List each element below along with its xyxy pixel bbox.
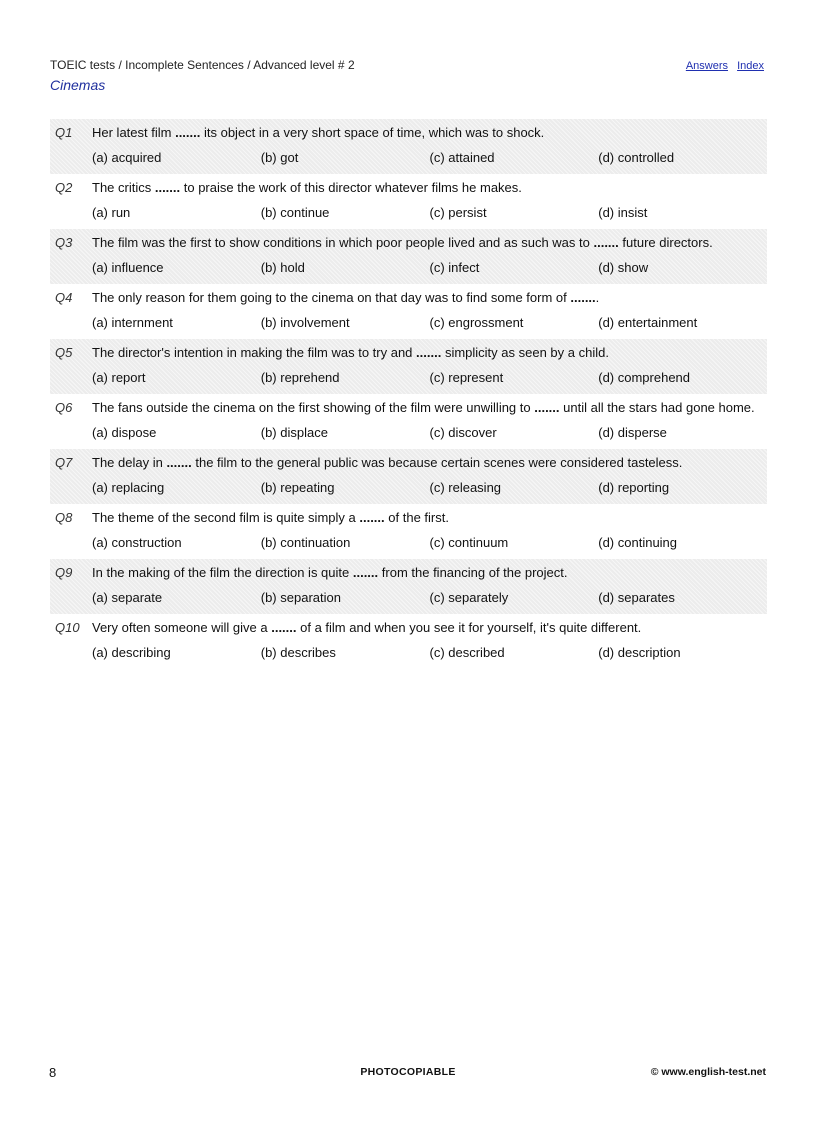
blank-marker: ....... <box>416 345 442 360</box>
answer-option: (b) got <box>260 150 299 165</box>
blank-marker: ....... <box>154 180 181 195</box>
answer-option: (d) insist <box>598 205 648 220</box>
question-item <box>50 394 767 449</box>
question-list <box>50 119 767 669</box>
question-text <box>92 452 767 474</box>
question-text-before: In the making of the film the direction is quite <box>92 565 353 580</box>
answer-option: (c) described <box>429 645 505 660</box>
question-number: Q3 <box>55 235 73 250</box>
answer-option: (a) internment <box>92 315 173 330</box>
question-item <box>50 229 767 284</box>
blank-marker: ....... <box>166 455 192 470</box>
question-text <box>92 562 767 584</box>
answer-option: (b) continue <box>260 205 330 220</box>
question-text-before: The critics <box>92 180 155 195</box>
answer-option: (d) show <box>598 260 649 275</box>
answer-option: (d) description <box>598 645 681 660</box>
answer-option: (d) comprehend <box>598 370 691 385</box>
question-number: Q6 <box>55 400 73 415</box>
answer-option: (d) separates <box>598 590 675 605</box>
answer-option: (c) represent <box>429 370 504 385</box>
question-text-after: the film to the general public was because certain scenes were considered tasteless. <box>191 455 683 470</box>
answer-option: (a) run <box>92 205 131 220</box>
question-item <box>50 284 767 339</box>
answer-options <box>50 367 767 389</box>
question-text-after: until all the stars had gone home. <box>559 400 755 415</box>
question-item <box>50 174 767 229</box>
question-text-after: simplicity as seen by a child. <box>441 345 609 360</box>
question-text <box>92 397 767 419</box>
answer-option: (b) repeating <box>260 480 335 495</box>
question-number: Q5 <box>55 345 73 360</box>
question-text-before: Her latest film <box>92 125 176 140</box>
question-text-before: Very often someone will give a <box>92 620 272 635</box>
answer-option: (b) hold <box>260 260 305 275</box>
blank-marker: ....... <box>593 235 619 250</box>
footer-photocopiable: PHOTOCOPIABLE <box>360 1066 456 1078</box>
header-breadcrumb: TOEIC tests / Incomplete Sentences / Advanced level # 2 <box>50 58 355 72</box>
answer-option: (c) discover <box>429 425 497 440</box>
question-item <box>50 339 767 394</box>
footer-copyright: © www.english-test.net <box>650 1066 766 1078</box>
question-item <box>50 559 767 614</box>
answer-options <box>50 587 767 609</box>
question-text <box>92 287 767 309</box>
answer-option: (a) dispose <box>92 425 157 440</box>
answer-options <box>50 642 767 664</box>
blank-marker: ....... <box>352 565 379 580</box>
question-text <box>92 617 767 639</box>
question-number: Q10 <box>55 620 80 635</box>
question-text-after: from the financing of the project. <box>378 565 568 580</box>
answer-option: (c) continuum <box>429 535 509 550</box>
answer-option: (a) report <box>92 370 146 385</box>
question-number: Q4 <box>55 290 73 305</box>
answer-option: (b) involvement <box>260 315 350 330</box>
answer-option: (d) disperse <box>598 425 667 440</box>
question-item <box>50 119 767 174</box>
answers-link[interactable]: Answers <box>685 60 729 72</box>
answer-option: (a) separate <box>92 590 163 605</box>
question-number: Q1 <box>55 125 73 140</box>
answer-options <box>50 202 767 224</box>
question-item <box>50 504 767 559</box>
answer-option: (a) describing <box>92 645 171 660</box>
answer-option: (c) infect <box>429 260 480 275</box>
blank-marker: ....... <box>359 510 385 525</box>
answer-option: (b) displace <box>260 425 328 440</box>
answer-option: (b) separation <box>260 590 341 605</box>
answer-options <box>50 147 767 169</box>
question-text-before: The director's intention in making the film was to try and <box>92 345 417 360</box>
question-text <box>92 122 767 144</box>
blank-marker: ....... <box>570 290 596 305</box>
question-text-after: its object in a very short space of time, which was to shock. <box>200 125 545 140</box>
answer-option: (b) reprehend <box>260 370 340 385</box>
answer-option: (c) attained <box>429 150 495 165</box>
question-text-before: The delay in <box>92 455 167 470</box>
blank-marker: ....... <box>271 620 297 635</box>
question-text <box>92 232 767 254</box>
answer-option: (c) separately <box>429 590 509 605</box>
answer-option: (d) continuing <box>598 535 678 550</box>
answer-option: (b) describes <box>260 645 336 660</box>
answer-option: (a) replacing <box>92 480 165 495</box>
question-text-after: of the first. <box>384 510 449 525</box>
question-text-before: The film was the first to show conditions in which poor people lived and as such was to <box>92 235 594 250</box>
answer-option: (b) continuation <box>260 535 351 550</box>
answer-option: (a) acquired <box>92 150 162 165</box>
question-text-after: future directors. <box>618 235 713 250</box>
answer-options <box>50 257 767 279</box>
answer-option: (c) releasing <box>429 480 502 495</box>
question-text-before: The theme of the second film is quite simply a <box>92 510 360 525</box>
question-text-after: . <box>595 290 600 305</box>
answer-option: (a) construction <box>92 535 182 550</box>
question-text-after: to praise the work of this director whatever films he makes. <box>180 180 522 195</box>
answer-option: (d) entertainment <box>598 315 698 330</box>
page-number: 8 <box>49 1065 57 1080</box>
answer-options <box>50 312 767 334</box>
answer-options <box>50 532 767 554</box>
answer-options <box>50 422 767 444</box>
answer-option: (c) persist <box>429 205 487 220</box>
page-title: Cinemas <box>50 77 106 93</box>
question-text-after: of a film and when you see it for yourself, it's quite different. <box>296 620 642 635</box>
question-text-before: The fans outside the cinema on the first showing of the film were unwilling to <box>92 400 535 415</box>
blank-marker: ....... <box>175 125 201 140</box>
answer-option: (d) controlled <box>598 150 675 165</box>
header-links <box>680 60 764 72</box>
index-link[interactable]: Index <box>737 60 764 72</box>
answer-option: (c) engrossment <box>429 315 524 330</box>
answer-option: (a) influence <box>92 260 164 275</box>
question-number: Q2 <box>55 180 73 195</box>
answer-option: (d) reporting <box>598 480 670 495</box>
question-number: Q7 <box>55 455 73 470</box>
question-text-before: The only reason for them going to the cinema on that day was to find some form of <box>92 290 571 305</box>
question-number: Q8 <box>55 510 73 525</box>
answer-options <box>50 477 767 499</box>
question-item <box>50 614 767 669</box>
question-text <box>92 507 767 529</box>
blank-marker: ....... <box>534 400 560 415</box>
question-number: Q9 <box>55 565 73 580</box>
question-item <box>50 449 767 504</box>
question-text <box>92 177 767 199</box>
question-text <box>92 342 767 364</box>
